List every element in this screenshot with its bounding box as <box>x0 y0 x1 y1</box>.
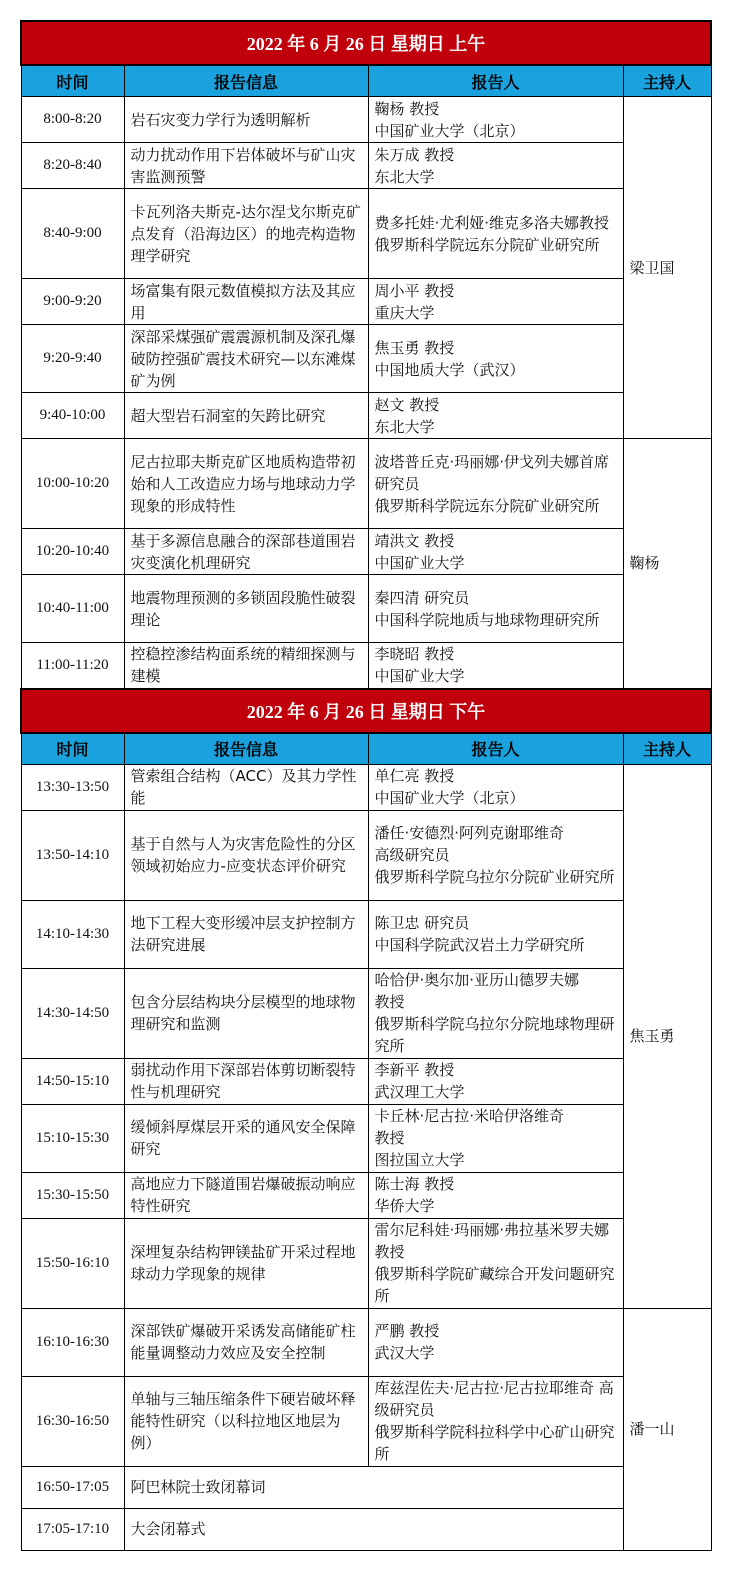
time-cell: 8:20-8:40 <box>21 143 124 189</box>
table-row <box>21 325 711 393</box>
header-report: 报告信息 <box>124 733 368 765</box>
speaker-line: 赵文 教授 <box>374 395 440 414</box>
host-cell: 焦玉勇 <box>623 764 711 1308</box>
speaker-line: 俄罗斯科学院科拉科学中心矿山研究所 <box>374 1423 615 1463</box>
time-cell: 16:30-16:50 <box>21 1376 124 1466</box>
speaker-line: 俄罗斯科学院矿藏综合开发问题研究所 <box>374 1265 615 1305</box>
closing-cell: 阿巴林院士致闭幕词 <box>124 1466 623 1508</box>
speaker-line: 陈卫忠 研究员 <box>374 914 470 932</box>
table-row <box>21 143 711 189</box>
speaker-cell <box>368 279 623 325</box>
table-row <box>21 393 711 439</box>
topic-cell: 地下工程大变形缓冲层支护控制方法研究进展 <box>124 900 368 968</box>
time-cell: 11:00-11:20 <box>21 643 124 689</box>
speaker-cell <box>368 97 623 143</box>
speaker-cell <box>368 325 623 393</box>
speaker-line: 靖洪文 教授 <box>374 531 455 550</box>
topic-cell: 高地应力下隧道围岩爆破振动响应特性研究 <box>124 1172 368 1218</box>
speaker-cell <box>368 529 623 575</box>
topic-cell: 深部铁矿爆破开采诱发高储能矿柱能量调整动力效应及安全控制 <box>124 1308 368 1376</box>
speaker-line: 重庆大学 <box>374 303 435 322</box>
speaker-line: 俄罗斯科学院乌拉尔分院矿业研究所 <box>374 868 615 886</box>
header-speaker: 报告人 <box>368 733 623 765</box>
speaker-cell <box>368 1104 623 1172</box>
speaker-line: 教授 <box>374 993 405 1011</box>
speaker-line: 中国矿业大学（北京） <box>374 121 525 140</box>
topic-cell: 岩石灾变力学行为透明解析 <box>124 97 368 143</box>
speaker-line: 华侨大学 <box>374 1197 435 1215</box>
header-host: 主持人 <box>623 733 711 765</box>
schedule-table <box>20 20 712 1551</box>
speaker-line: 焦玉勇 教授 <box>374 338 455 357</box>
speaker-line: 费多托娃·尤利娅·维克多洛夫娜教授 <box>374 213 610 232</box>
topic-cell: 尼古拉耶夫斯克矿区地质构造带初始和人工改造应力场与地球动力学现象的形成特性 <box>124 439 368 529</box>
time-cell: 15:10-15:30 <box>21 1104 124 1172</box>
speaker-line: 陈士海 教授 <box>374 1175 455 1193</box>
speaker-line: 武汉大学 <box>374 1344 435 1362</box>
time-cell: 9:20-9:40 <box>21 325 124 393</box>
table-row <box>21 1172 711 1218</box>
speaker-line: 东北大学 <box>374 167 435 186</box>
table-row <box>21 189 711 279</box>
speaker-line: 哈恰伊·奥尔加·亚历山德罗夫娜 <box>374 971 580 989</box>
time-cell: 9:00-9:20 <box>21 279 124 325</box>
topic-cell: 场富集有限元数值模拟方法及其应用 <box>124 279 368 325</box>
topic-cell: 深部采煤强矿震震源机制及深孔爆破防控强矿震技术研究—以东滩煤矿为例 <box>124 325 368 393</box>
topic-cell: 超大型岩石洞室的矢跨比研究 <box>124 393 368 439</box>
table-row <box>21 900 711 968</box>
time-cell: 14:30-14:50 <box>21 968 124 1058</box>
time-cell: 10:00-10:20 <box>21 439 124 529</box>
table-row <box>21 279 711 325</box>
speaker-line: 俄罗斯科学院乌拉尔分院地球物理研究所 <box>374 1015 615 1055</box>
speaker-line: 俄罗斯科学院远东分院矿业研究所 <box>374 235 600 254</box>
table-row <box>21 1466 711 1508</box>
speaker-line: 中国科学院武汉岩土力学研究所 <box>374 936 585 954</box>
speaker-line: 中国矿业大学（北京） <box>374 789 525 807</box>
speaker-line: 武汉理工大学 <box>374 1083 465 1101</box>
afternoon-banner: 2022 年 6 月 26 日 星期日 下午 <box>21 689 711 733</box>
time-cell: 8:00-8:20 <box>21 97 124 143</box>
speaker-cell <box>368 439 623 529</box>
host-cell: 梁卫国 <box>623 97 711 439</box>
time-cell: 13:50-14:10 <box>21 810 124 900</box>
table-row <box>21 575 711 643</box>
speaker-cell <box>368 764 623 810</box>
speaker-line: 教授 <box>374 1129 405 1147</box>
speaker-line: 雷尔尼科娃·玛丽娜·弗拉基米罗夫娜 教授 <box>374 1221 610 1261</box>
time-cell: 17:05-17:10 <box>21 1508 124 1550</box>
speaker-line: 李晓昭 教授 <box>374 645 455 664</box>
topic-cell: 缓倾斜厚煤层开采的通风安全保障研究 <box>124 1104 368 1172</box>
speaker-cell <box>368 189 623 279</box>
header-host: 主持人 <box>623 65 711 97</box>
topic-cell: 包含分层结构块分层模型的地球物理研究和监测 <box>124 968 368 1058</box>
closing-cell: 大会闭幕式 <box>124 1508 623 1550</box>
time-cell: 16:50-17:05 <box>21 1466 124 1508</box>
speaker-cell <box>368 810 623 900</box>
time-cell: 13:30-13:50 <box>21 764 124 810</box>
table-row <box>21 643 711 689</box>
table-row <box>21 529 711 575</box>
speaker-cell <box>368 1172 623 1218</box>
speaker-line: 鞠杨 教授 <box>374 99 440 118</box>
topic-cell: 地震物理预测的多锁固段脆性破裂理论 <box>124 575 368 643</box>
speaker-line: 卡丘林·尼古拉·米哈伊洛维奇 <box>374 1107 565 1125</box>
speaker-line: 中国矿业大学 <box>374 667 465 686</box>
topic-cell: 动力扰动作用下岩体破坏与矿山灾害监测预警 <box>124 143 368 189</box>
speaker-line: 潘任·安德烈·阿列克谢耶维奇 <box>374 824 565 842</box>
speaker-line: 库兹涅佐夫·尼古拉·尼古拉耶维奇 高级研究员 <box>374 1379 614 1419</box>
header-time: 时间 <box>21 65 124 97</box>
table-row <box>21 1104 711 1172</box>
table-row <box>21 968 711 1058</box>
speaker-cell <box>368 1376 623 1466</box>
speaker-cell <box>368 900 623 968</box>
time-cell: 9:40-10:00 <box>21 393 124 439</box>
topic-cell: 单轴与三轴压缩条件下硬岩破坏释能特性研究（以科拉地区地层为例） <box>124 1376 368 1466</box>
schedule <box>20 20 710 1551</box>
topic-cell: 深埋复杂结构钾镁盐矿开采过程地球动力学现象的规律 <box>124 1218 368 1308</box>
speaker-cell <box>368 1058 623 1104</box>
table-row <box>21 764 711 810</box>
speaker-cell <box>368 575 623 643</box>
table-row <box>21 1376 711 1466</box>
time-cell: 15:50-16:10 <box>21 1218 124 1308</box>
speaker-cell <box>368 1308 623 1376</box>
speaker-line: 周小平 教授 <box>374 281 455 300</box>
speaker-line: 严鹏 教授 <box>374 1322 440 1340</box>
table-row <box>21 1218 711 1308</box>
speaker-cell <box>368 968 623 1058</box>
speaker-line: 中国科学院地质与地球物理研究所 <box>374 610 600 629</box>
table-row <box>21 1058 711 1104</box>
topic-cell: 管索组合结构（ACC）及其力学性能 <box>124 764 368 810</box>
header-report: 报告信息 <box>124 65 368 97</box>
speaker-line: 高级研究员 <box>374 846 450 864</box>
speaker-line: 单仁亮 教授 <box>374 767 455 785</box>
time-cell: 14:50-15:10 <box>21 1058 124 1104</box>
topic-cell: 控稳控渗结构面系统的精细探测与建模 <box>124 643 368 689</box>
topic-cell: 卡瓦列洛夫斯克-达尔涅戈尔斯克矿点发育（沿海边区）的地壳构造物理学研究 <box>124 189 368 279</box>
speaker-line: 东北大学 <box>374 417 435 436</box>
speaker-line: 中国地质大学（武汉） <box>374 360 525 379</box>
table-row <box>21 1508 711 1550</box>
speaker-cell <box>368 1218 623 1308</box>
table-row <box>21 1308 711 1376</box>
time-cell: 10:40-11:00 <box>21 575 124 643</box>
speaker-cell <box>368 143 623 189</box>
speaker-line: 秦四清 研究员 <box>374 588 470 607</box>
speaker-line: 波塔普丘克·玛丽娜·伊戈列夫娜首席研究员 <box>374 452 610 493</box>
host-cell: 潘一山 <box>623 1308 711 1550</box>
time-cell: 8:40-9:00 <box>21 189 124 279</box>
table-row <box>21 97 711 143</box>
topic-cell: 弱扰动作用下深部岩体剪切断裂特性与机理研究 <box>124 1058 368 1104</box>
header-speaker: 报告人 <box>368 65 623 97</box>
speaker-line: 图拉国立大学 <box>374 1151 465 1169</box>
header-time: 时间 <box>21 733 124 765</box>
speaker-line: 中国矿业大学 <box>374 553 465 572</box>
time-cell: 10:20-10:40 <box>21 529 124 575</box>
morning-banner: 2022 年 6 月 26 日 星期日 上午 <box>21 21 711 65</box>
time-cell: 16:10-16:30 <box>21 1308 124 1376</box>
time-cell: 14:10-14:30 <box>21 900 124 968</box>
speaker-line: 俄罗斯科学院远东分院矿业研究所 <box>374 496 600 515</box>
speaker-line: 李新平 教授 <box>374 1061 455 1079</box>
host-cell: 鞠杨 <box>623 439 711 689</box>
topic-cell: 基于自然与人为灾害危险性的分区领域初始应力-应变状态评价研究 <box>124 810 368 900</box>
topic-cell: 基于多源信息融合的深部巷道围岩灾变演化机理研究 <box>124 529 368 575</box>
speaker-line: 朱万成 教授 <box>374 145 455 164</box>
speaker-cell <box>368 393 623 439</box>
table-row <box>21 439 711 529</box>
time-cell: 15:30-15:50 <box>21 1172 124 1218</box>
table-row <box>21 810 711 900</box>
speaker-cell <box>368 643 623 689</box>
